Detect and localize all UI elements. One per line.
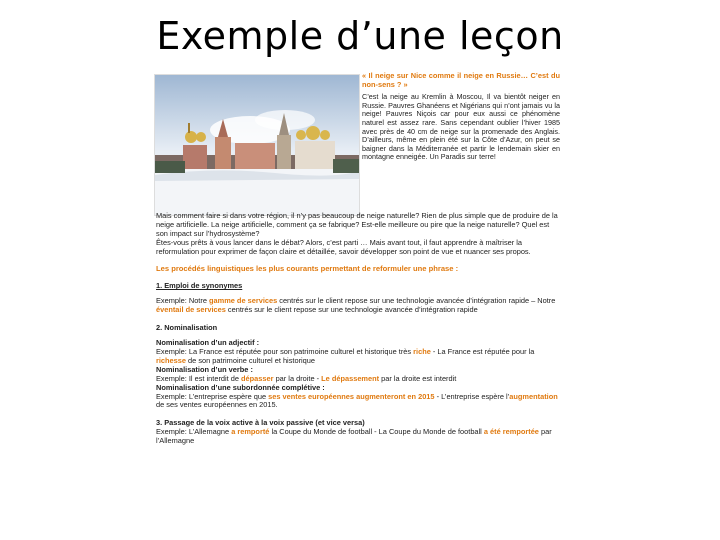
article-side-text: C’est la neige au Kremlin à Moscou, Il va bientôt neiger en Russie. Pauvres Ghanéens et Nigérians qui n’ont jamais vu la neige! Pauvres Niçois car pour eux aussi ce phénomène naturel est assez rare. Sans cependant oublier l’hiver 1985 avec près de 40 cm de neige sur la promenade des Anglais. D’ailleurs, même en plein été sur la Côte d’Azur, on peut se baigner dans la Méditerranée et partir le lendemain skier en montagne enneigée. Un Paradis sur terre! <box>362 92 560 162</box>
article-debate: Êtes-vous prêts à vous lancer dans le débat? Alors, c’est parti … Mais avant tout, il faut apprendre à maîtriser la reformulation pour exprimer de façon claire et détaillée, savoir développer son point de vue et nuancer ses propos. <box>156 237 531 256</box>
section-title: Les procédés linguistiques les plus courants permettant de reformuler une phrase : <box>156 263 459 273</box>
lesson-body <box>156 212 560 446</box>
nom-sub-label: Nominalisation d’une subordonnée complétive : <box>156 382 325 392</box>
lesson-document <box>152 70 564 540</box>
nom-adj-label: Nominalisation d’un adjectif : <box>156 338 260 348</box>
part3-title: 3. Passage de la voix active à la voix passive (et vice versa) <box>156 418 365 428</box>
nom-verb-example: Exemple: Il est interdit de dépasser par la droite - Le dépassement par la droite est interdit <box>156 373 457 383</box>
part3-example: Exemple: L’Allemagne a remporté la Coupe du Monde de football - La Coupe du Monde de football a été remportée par l’Allemagne <box>156 427 552 446</box>
part1-example: Exemple: Notre gamme de services centrés sur le client repose sur une technologie avancée d’intégration rapide – Notre éventail de services centrés sur le client repose sur une technologie avancée d’intégration rapide <box>156 296 556 315</box>
article-headline: « Il neige sur Nice comme il neige en Russie… C’est du non-sens ? » <box>362 71 560 89</box>
moscow-winter-photo <box>154 74 360 216</box>
nom-adj-example: Exemple: La France est réputée pour son patrimoine culturel et historique très riche - La France est réputée pour la richesse de son patrimoine culturel et historique <box>156 346 535 365</box>
slide-title: Exemple d’une leçon <box>156 14 564 58</box>
part1-title: 1. Emploi de synonymes <box>156 281 243 291</box>
nom-verb-label: Nominalisation d’un verbe : <box>156 364 253 374</box>
nom-sub-example: Exemple: L’entreprise espère que ses ventes européennes augmenteront en 2015 - L’entreprise espère l’augmentation de ses ventes européennes en 2015. <box>156 391 558 410</box>
article-side-column <box>362 72 560 162</box>
article-continuation: Mais comment faire si dans votre région, il n’y pas beaucoup de neige naturelle? Rien de plus simple que de produire de la neige artificielle. La neige artificielle, comment ça se fabrique? Est-elle meilleure ou pire que la neige naturelle? Quel est son impact sur l’hydrosystème? <box>156 211 558 238</box>
part2-title: 2. Nominalisation <box>156 323 218 333</box>
